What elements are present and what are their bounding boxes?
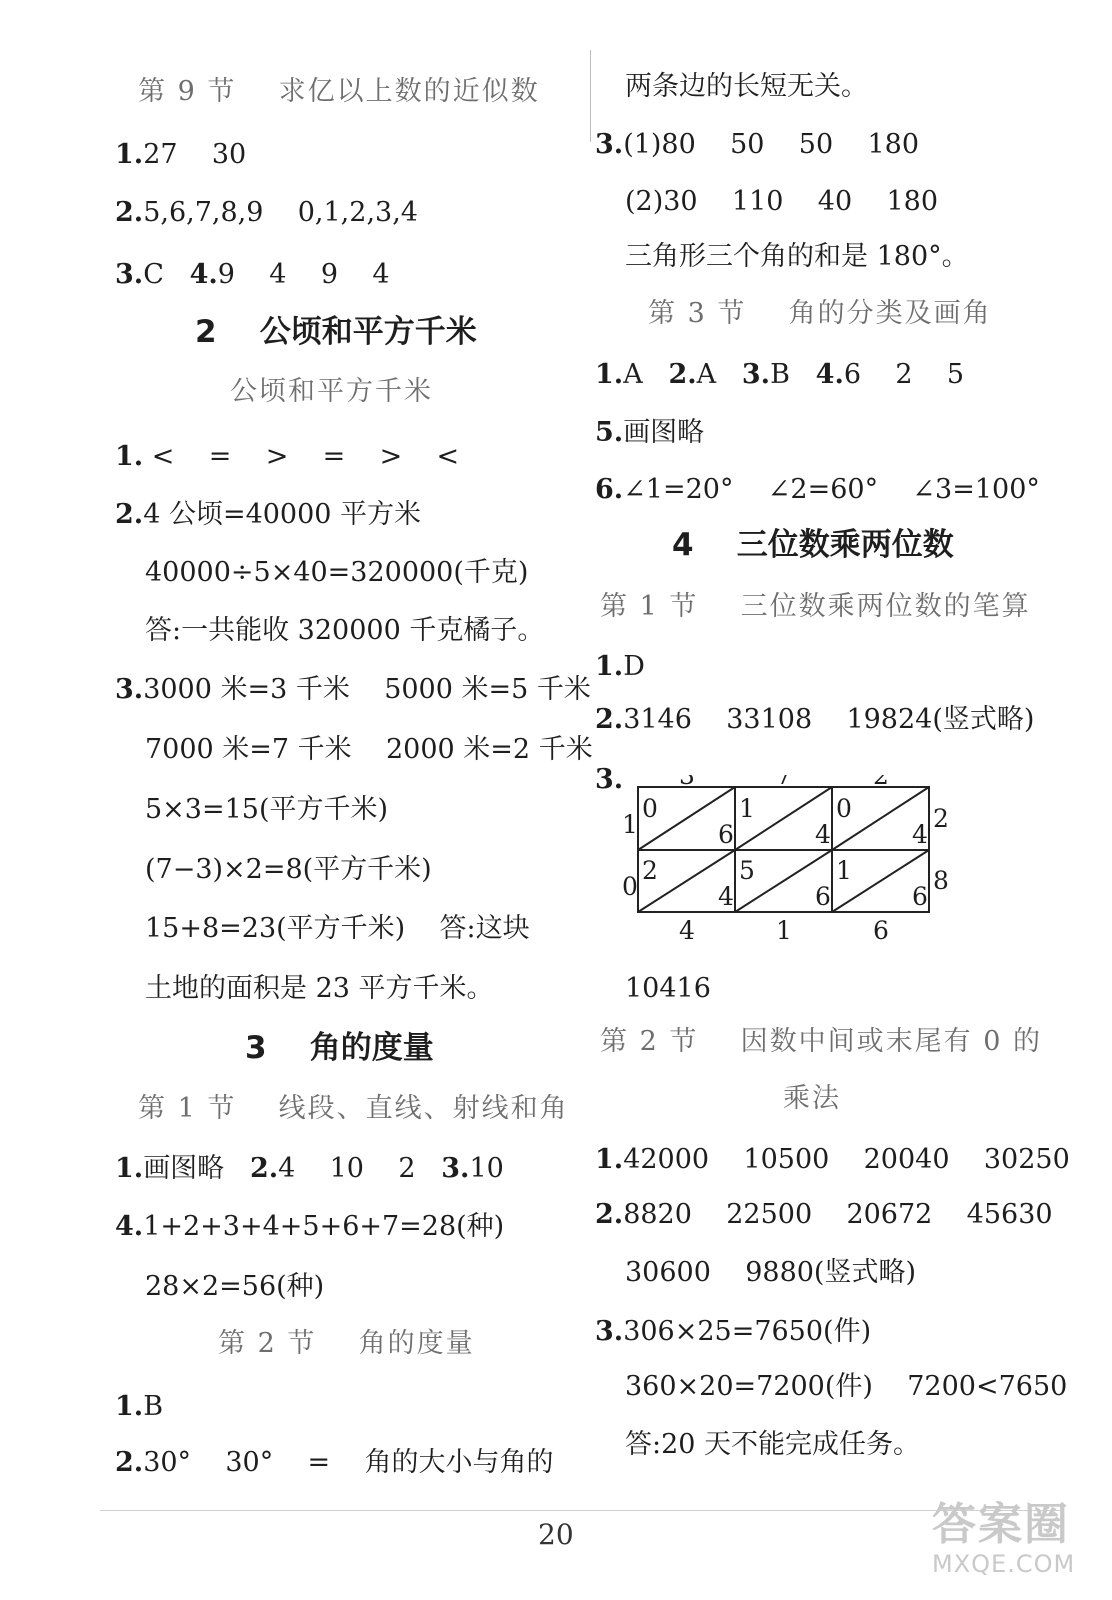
lattice-cell-digit: 1: [739, 794, 755, 823]
lattice-cell-digit: 2: [642, 856, 658, 885]
section-heading-3-2: 第 2 节 角的度量: [218, 1328, 475, 1359]
lattice-cell-digit: 4: [718, 882, 734, 911]
footer-rule: [100, 1510, 1060, 1511]
section-heading-3-1: 第 1 节 线段、直线、射线和角: [138, 1093, 569, 1124]
answer-line: 7000 米=7 千米 2000 米=2 千米: [145, 734, 593, 765]
answer-line: 6.∠1=20° ∠2=60° ∠3=100°: [595, 474, 1040, 505]
lattice-cell-digit: 0: [836, 794, 852, 823]
answer-line: 2.30° 30° = 角的大小与角的: [115, 1447, 554, 1478]
answer-line: 3.306×25=7650(件): [595, 1316, 872, 1347]
answer-line: (2)30 110 40 180: [625, 186, 939, 217]
watermark-url: MXQE.COM: [932, 1550, 1076, 1578]
answer-line: 360×20=7200(件) 7200<7650: [625, 1371, 1068, 1402]
answer-line: 1.A 2.A 3.B 4.6 2 5: [595, 359, 965, 390]
section-heading-4-1: 第 1 节 三位数乘两位数的笔算: [600, 591, 1031, 622]
answer-line: 1. < = > = > <: [115, 441, 460, 472]
lattice-cell-digit: 5: [739, 856, 755, 885]
lattice-bottom-digit: 4: [679, 916, 695, 945]
lattice-cell-digit: 0: [642, 794, 658, 823]
lattice-top-digit: 7: [776, 775, 792, 790]
answer-line: 答:一共能收 320000 千克橘子。: [145, 615, 545, 646]
chapter-4-title: 4 三位数乘两位数: [672, 527, 954, 563]
chapter-3-title: 3 角的度量: [245, 1030, 434, 1066]
answer-line: 28×2=56(种): [145, 1271, 325, 1302]
lattice-cell-digit: 1: [836, 856, 852, 885]
lattice-multiplication-grid: [615, 775, 965, 960]
section-heading-4-2-cont: 乘法: [783, 1083, 841, 1114]
column-divider: [590, 50, 591, 142]
lattice-left-digit: 1: [622, 810, 638, 839]
lattice-bottom-digit: 6: [873, 916, 889, 945]
answer-line: 30600 9880(竖式略): [625, 1257, 917, 1288]
answer-line: 3.: [595, 764, 624, 795]
lattice-cell-digit: 4: [912, 820, 928, 849]
lattice-right-digit: 2: [933, 804, 949, 833]
answer-line: 15+8=23(平方千米) 答:这块: [145, 913, 530, 944]
lattice-result: 10416: [625, 973, 711, 1004]
lattice-top-digit: 2: [873, 775, 889, 790]
answer-line: 1.D: [595, 651, 645, 682]
lattice-left-digit: 0: [622, 872, 638, 901]
watermark-text: 答案圈: [932, 1499, 1070, 1550]
answer-line: 1.B: [115, 1391, 164, 1422]
answer-line: 5×3=15(平方千米): [145, 794, 389, 825]
answer-line: 5.画图略: [595, 417, 705, 448]
answer-line: (7−3)×2=8(平方千米): [145, 854, 432, 885]
lattice-cell-digit: 6: [912, 882, 928, 911]
watermark-logo: [932, 1500, 1104, 1595]
lattice-cell-digit: 4: [815, 820, 831, 849]
lattice-cell-digit: 6: [815, 882, 831, 911]
answer-line: 土地的面积是 23 平方千米。: [145, 973, 494, 1004]
answer-line: 3.3000 米=3 千米 5000 米=5 千米: [115, 674, 591, 705]
section-heading-4-2: 第 2 节 因数中间或末尾有 0 的: [600, 1026, 1043, 1057]
answer-line: 4.1+2+3+4+5+6+7=28(种): [115, 1211, 505, 1242]
answer-line: 40000÷5×40=320000(千克): [145, 557, 529, 588]
answer-line: 1.27 30: [115, 139, 247, 170]
section-heading-3-3: 第 3 节 角的分类及画角: [648, 298, 992, 329]
answer-line: 两条边的长短无关。: [625, 71, 868, 102]
answer-line: 3.C 4.9 4 9 4: [115, 259, 390, 290]
chapter-2-title: 2 公顷和平方千米: [195, 314, 477, 350]
answer-line: 2.3146 33108 19824(竖式略): [595, 704, 1035, 735]
chapter-2-subtitle: 公顷和平方千米: [230, 376, 433, 407]
lattice-svg: [615, 775, 965, 960]
answer-line: 2.5,6,7,8,9 0,1,2,3,4: [115, 197, 418, 228]
answer-line: 2.4 公顷=40000 平方米: [115, 499, 422, 530]
answer-line: 2.8820 22500 20672 45630: [595, 1199, 1053, 1230]
lattice-right-digit: 8: [933, 866, 949, 895]
lattice-bottom-digit: 1: [776, 916, 792, 945]
answer-line: 1.画图略 2.4 10 2 3.10: [115, 1153, 504, 1184]
lattice-top-digit: 3: [679, 775, 695, 790]
answer-line: 三角形三个角的和是 180°。: [625, 241, 969, 272]
answer-line: 1.42000 10500 20040 30250: [595, 1144, 1070, 1175]
section-heading-9: 第 9 节 求亿以上数的近似数: [138, 76, 540, 107]
answer-line: 3.(1)80 50 50 180: [595, 129, 920, 160]
page-number: 20: [538, 1518, 574, 1551]
lattice-cell-digit: 6: [718, 820, 734, 849]
answer-line: 答:20 天不能完成任务。: [625, 1429, 921, 1460]
